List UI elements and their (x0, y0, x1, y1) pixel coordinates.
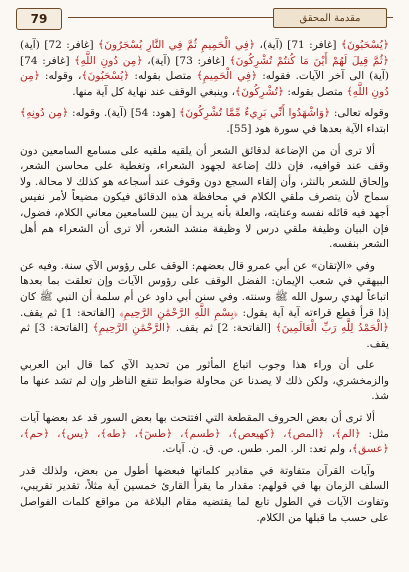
header-ornament: مقدمة المحقق (273, 8, 387, 28)
quran-verse: ﴿يُسْحَبُونَ﴾ (336, 39, 390, 51)
quran-verse: ﴿الرَّحْمَٰنِ الرَّحِيمِ﴾ (87, 322, 172, 335)
body-text: [غافر: 72] (آية) (20, 39, 94, 51)
body-text: متصل بقوله: (284, 85, 344, 98)
quran-verse: ﴿ثُمَّ قِيلَ لَهُمْ أَيْنَ مَا كُنتُمْ تُشْرِكُونَ﴾ (224, 54, 389, 67)
body-text: [غافر: 74] (آية) الى آخر الآيات. فقوله: (20, 54, 389, 83)
paragraph-p7 (20, 464, 389, 526)
body-text: [غافر: 73] (آية)، (142, 54, 225, 67)
paragraph-p5 (20, 358, 389, 405)
body-text: ، وقوله: (39, 70, 82, 83)
quran-verse: ﴿وَاشْهَدُوا أَنِّي بَرِيءٌ مِّمَّا تُشْرِكُونَ﴾ (175, 107, 331, 120)
body-text: [غافر: 71] (آية)، (255, 39, 337, 51)
quran-verse: ﴿بِسْمِ اللَّهِ الرَّحْمَٰنِ الرَّحِيمِ﴾ (114, 306, 239, 319)
quran-verse: ﴿مِن دُونِ اللَّهِ﴾ (20, 70, 389, 98)
quran-verse: ﴿الْحَمْدُ لِلَّهِ رَبِّ الْعَالَمِينَ﴾ (270, 322, 390, 335)
body-text: ابتداء الآية بعدها في سورة هود [55]. (226, 122, 389, 135)
paragraph-p1 (20, 38, 389, 100)
body-text: ألا ترى أن بعض الحروف المقطعة التي افتتحت بها بعض السور قد عد بعضها آيات مثل: (20, 412, 389, 440)
body-text: ، وينبغي الوقف عند نهاية كل آية منها. (72, 85, 236, 98)
quran-verse: ﴿تُشْرِكُونَ﴾ (235, 85, 284, 98)
body-text: [الفاتحة: 2] ثم يقف. (171, 322, 271, 335)
body-text: متصل بقوله: (129, 70, 192, 83)
body-text: [الفاتحة: 1] ثم يقف. (20, 306, 115, 319)
body-text: ، ولم تعد: الر. المر. طس. ص. ق. ن. آيات. (162, 443, 352, 456)
body-text: على أن وراء هذا وجوب اتباع المأثور من تحديد الآي كما قال ابن العربي والزمخشري، ولكن ذلك لا يصدنا عن محاولة ضوابط تنفع الناظر وإن لم تشد عنها ما شذ. (20, 359, 389, 403)
page-header (16, 6, 393, 30)
quran-verse: ﴿مِن دُونِ اللَّهِ﴾ (69, 54, 143, 67)
body-text: وفي «الإتقان» عن أبي عمرو قال بعضهم: الوقف على رؤوس الآي سنة. وفيه عن البيهقي في شعب الإيمان: الفضل الوقف على رؤوس الآيات وإن تعلقت بما بعدها اتباعاً لهدي رسول الله ﷺ وسنته. وفي سنن أبي داود عن أم سلمة أن النبي ﷺ كان إذا قرأ قطع قراءته آية آية يقول: (20, 259, 390, 319)
body-text: [الفاتحة: 3] ثم يقف. (20, 322, 389, 350)
body-text: وآيات القرآن متفاوتة في مقادير كلماتها فبعضها أطول من بعض، ولذلك قدر السلف الزمان بها في قولهم: مقدار ما يقرأ القارئ خمسين آية مثلاً، تقدير تقريبي، وتفاوت الآيات في الطول تابع لما يقتضيه مقام البلاغة من مواقع كلمات الفواصل على حسب ما قبلها من الكلام. (20, 464, 389, 524)
page-body (20, 38, 389, 568)
page-number: 79 (16, 8, 62, 30)
paragraph-p3 (20, 144, 389, 253)
body-text: وقوله تعالى: (330, 107, 389, 120)
paragraph-p4 (20, 259, 389, 353)
paragraph-p6 (20, 411, 389, 458)
quran-verse: ﴿فِي الْحَمِيمِ ثُمَّ فِي النَّارِ يُسْجَرُونَ﴾ (93, 39, 256, 51)
quran-verse: ﴿الم﴾، ﴿المص﴾، ﴿كهيعص﴾، ﴿طسم﴾، ﴿طسٓ﴾، ﴿طه﴾، ﴿يس﴾، ﴿حم﴾، ﴿عسق﴾ (20, 427, 389, 456)
paragraph-p2 (20, 106, 389, 137)
body-text: ألا ترى أن من الإضاعة لدقائق الشعر أن يلقيه ملقيه على مسامع السامعين دون وقف عند قوافيه، فإن ذلك إضاعة لجهود الشعراء، وتغطية على محاسن الشعر، وإلحاق للشعر بالنثر، وأن إلقاء السجع دون وقوف عند أسجاعه هو كذلك لا محالة. ولا سماح لأن يتصرف ملقي الكلام في محافظة هذه الدقائق فيكون مضيعاً لأمر نفيس أجهد فيه قائله نفسه وعنايته، والعلة بأنه يريد أن يبين للسامعين معاني الكلام، فضول، فإن البيان وظيفة ملقي درس لا وظيفة منشد الشعر، ألا ترى أن الشعراء هم أهل الشعر بنفسه. (20, 144, 389, 251)
quran-verse: ﴿يُسْحَبُونَ﴾ (81, 70, 130, 83)
body-text: [هود: 54] (آية). وقوله: (68, 107, 176, 120)
quran-verse: ﴿مِن دُونِهِ﴾ (20, 107, 69, 120)
quran-verse: ﴿فِي الْحَمِيمِ﴾ (191, 70, 258, 83)
